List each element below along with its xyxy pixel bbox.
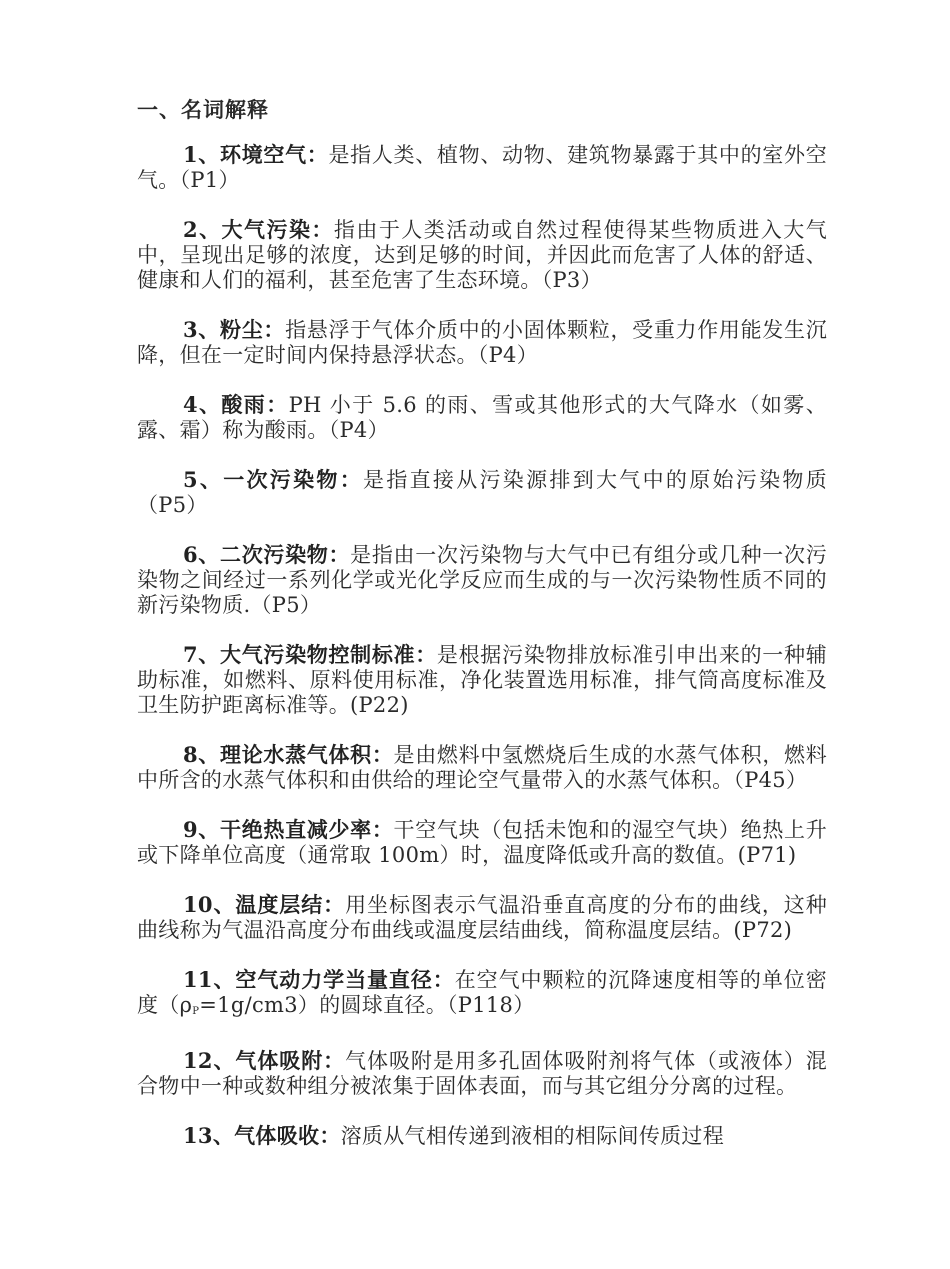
entry-12 xyxy=(137,1048,827,1099)
entry-definition: 指由于人类活动或自然过程使得某些物质进入大气中，呈现出足够的浓度，达到足够的时间，并因此而危害了人体的舒适、健康和人们的福利，甚至危害了生态环境。（P3） xyxy=(137,218,827,292)
entry-1 xyxy=(137,142,827,193)
document-content xyxy=(137,96,827,1173)
entry-3 xyxy=(137,317,827,368)
entry-7 xyxy=(137,642,827,718)
entry-definition: PH 小于 5.6 的雨、雪或其他形式的大气降水（如雾、露、霜）称为酸雨。（P4） xyxy=(137,393,827,442)
entry-13 xyxy=(137,1123,827,1149)
entry-definition: 是指直接从污染源排到大气中的原始污染物质（P5） xyxy=(137,468,828,517)
entry-definition: 溶质从气相传递到液相的相际间传质过程 xyxy=(340,1124,725,1148)
entry-definition: 是指由一次污染物与大气中已有组分或几种一次污染物之间经过一系列化学或光化学反应而生成的与一次污染物性质不同的新污染物质.（P5） xyxy=(137,543,827,617)
entry-definition: 是根据污染物排放标准引申出来的一种辅助标准，如燃料、原料使用标准，净化装置选用标准，排气筒高度标准及卫生防护距离标准等。(P22) xyxy=(137,643,827,717)
entry-term: 9、干绝热直减少率： xyxy=(183,817,394,842)
entry-definition-before: 在空气中颗粒的沉降速度相等的单位密度（ρ xyxy=(137,968,828,1017)
entry-4 xyxy=(137,392,827,443)
entry-2 xyxy=(137,217,827,293)
entry-11 xyxy=(137,967,827,1024)
entry-term: 10、温度层结： xyxy=(183,892,346,917)
entry-definition-subscript: P xyxy=(192,1006,200,1017)
entry-definition: 用坐标图表示气温沿垂直高度的分布的曲线，这种曲线称为气温沿高度分布曲线或温度层结曲线，简称温度层结。(P72) xyxy=(137,893,828,942)
entry-term: 2、大气污染： xyxy=(183,217,334,242)
entry-term: 8、理论水蒸气体积： xyxy=(183,742,394,767)
entry-term: 4、酸雨： xyxy=(183,392,289,417)
entry-term: 5、一次污染物： xyxy=(183,467,364,492)
entry-definition: 干空气块（包括未饱和的湿空气块）绝热上升或下降单位高度（通常取 100m）时，温度降低或升高的数值。(P71) xyxy=(137,818,827,867)
entry-6 xyxy=(137,542,827,618)
page-crop-edge xyxy=(0,1226,950,1269)
entry-10 xyxy=(137,892,827,943)
entry-term: 6、二次污染物： xyxy=(183,542,351,567)
entry-9 xyxy=(137,817,827,868)
entry-definition: 气体吸附是用多孔固体吸附剂将气体（或液体）混合物中一种或数种组分被浓集于固体表面，而与其它组分分离的过程。 xyxy=(137,1049,828,1098)
entry-term: 11、空气动力学当量直径： xyxy=(183,967,455,992)
section-title: 一、名词解释 xyxy=(137,97,269,122)
entry-term: 1、环境空气： xyxy=(183,142,329,167)
entry-definition-after: =1g/cm3）的圆球直径。（P118） xyxy=(199,993,535,1017)
entry-5 xyxy=(137,467,827,518)
entry-8 xyxy=(137,742,827,793)
entry-definition: 指悬浮于气体介质中的小固体颗粒，受重力作用能发生沉降，但在一定时间内保持悬浮状态。（P4） xyxy=(137,318,827,367)
entry-definition: 是由燃料中氢燃烧后生成的水蒸气体积，燃料中所含的水蒸气体积和由供给的理论空气量带入的水蒸气体积。（P45） xyxy=(137,743,827,792)
entry-term: 3、粉尘： xyxy=(183,317,286,342)
entry-term: 13、气体吸收： xyxy=(183,1123,341,1148)
entry-definition: 是指人类、植物、动物、建筑物暴露于其中的室外空气。（P1） xyxy=(137,143,827,192)
entry-term: 12、气体吸附： xyxy=(183,1048,346,1073)
entry-term: 7、大气污染物控制标准： xyxy=(183,642,437,667)
